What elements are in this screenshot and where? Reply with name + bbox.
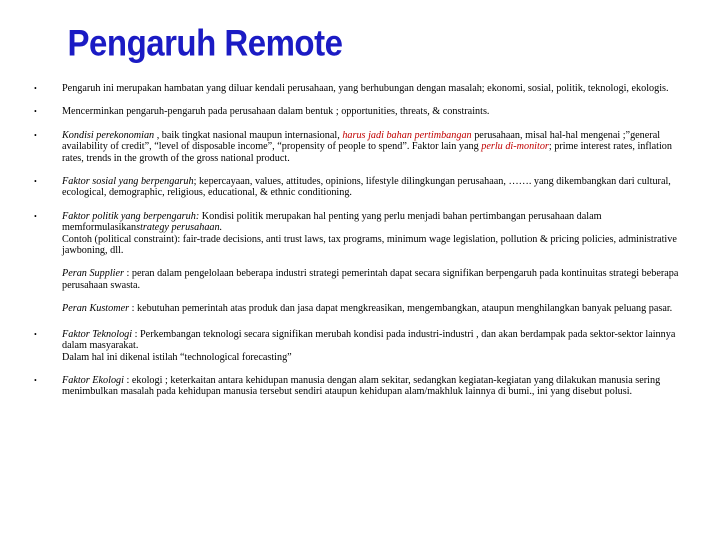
item-text: Dalam hal ini dikenal istilah “technological forecasting” xyxy=(62,351,292,363)
item-text: Pengaruh ini merupakan hambatan yang diluar kendali perusahaan, yang berhubungan dengan masalah; ekonomi, sosial, politik, teknologi, ekologis. xyxy=(62,83,669,94)
bullet-icon: • xyxy=(34,211,37,221)
sub-text: : kebutuhan pemerintah atas produk dan jasa dapat mengkreasikan, mengembangkan, ataupun menghilangkan banyak peluang pasar. xyxy=(129,303,673,315)
list-item xyxy=(34,106,684,117)
sub-lead: Peran Supplier xyxy=(62,268,124,280)
sub-lead: Peran Kustomer xyxy=(62,303,130,315)
list-item xyxy=(34,176,684,199)
item-lead: Faktor politik yang berpengaruh: xyxy=(62,210,200,222)
item-text: ; prime interest rates, inflation rates, trends in the growth of the gross national product. xyxy=(62,141,672,164)
list-item xyxy=(34,375,684,398)
item-emphasis: strategy perusahaan. xyxy=(136,222,223,234)
item-text: Kondisi politik merupakan hal penting yang perlu menjadi bahan pertimbangan perusahaan dalam memformulasikan xyxy=(62,210,602,234)
item-emphasis: harus jadi bahan pertimbangan xyxy=(342,129,472,141)
item-lead: Faktor Teknologi xyxy=(62,328,133,340)
item-text: perusahaan, misal hal-hal mengenai ;”general availability of credit”, “level of disposable income”, “propensity of people to spend”. Faktor lain yang xyxy=(62,129,661,153)
item-text: Contoh (political constraint): fair-trade decisions, anti trust laws, tax programs, minimum wage legislation, pollution & pricing policies, administrative jawboning, dll. xyxy=(62,233,677,257)
sub-text: : peran dalam pengelolaan beberapa industri strategi pemerintah dapat secara signifikan berpengaruh pada kontinuitas strategi beberapa perusahaan swasta. xyxy=(62,268,679,291)
sub-paragraph xyxy=(34,268,684,291)
list-item xyxy=(34,130,684,164)
item-lead: Faktor Ekologi xyxy=(62,374,124,386)
item-lead: Kondisi perekonomian xyxy=(62,129,155,141)
item-text: : ekologi ; keterkaitan antara kehidupan manusia dengan alam sekitar, sedangkan kegiatan-kegiatan yang dilakukan manusia sering menimbulkan masalah pada kehidupan manusia tersebut sendiri ataupun kehidupan alam/makhluk lainnya di bumi., ini yang disebut polusi. xyxy=(62,374,661,398)
content-body xyxy=(34,83,684,410)
page-title: Pengaruh Remote xyxy=(67,22,343,64)
item-emphasis: perlu di-monitor xyxy=(481,141,549,153)
list-item xyxy=(34,83,684,94)
bullet-icon: • xyxy=(34,329,37,339)
sub-paragraph xyxy=(34,303,684,314)
bullet-icon: • xyxy=(34,130,37,140)
bullet-icon: • xyxy=(34,375,37,385)
bullet-icon: • xyxy=(34,84,37,93)
item-text: ; kepercayaan, values, attitudes, opinions, lifestyle dilingkungan perusahaan, ……. yang dikembangkan dari cultural, ecological, demographic, religious, educational, & ethnic conditioning. xyxy=(62,176,671,199)
list-item xyxy=(34,329,684,363)
list-item xyxy=(34,211,684,257)
bullet-icon: • xyxy=(34,177,37,187)
bullet-icon: • xyxy=(34,107,37,117)
item-text: : Perkembangan teknologi secara signifikan merubah kondisi pada industri-industri , dan akan berdampak pada sektor-sektor lainnya dalam masyarakat. xyxy=(62,328,676,352)
item-lead: Faktor sosial yang berpengaruh xyxy=(62,176,194,188)
item-text: , baik tingkat nasional maupun internasional, xyxy=(154,129,343,141)
item-text: Mencerminkan pengaruh-pengaruh pada perusahaan dalam bentuk ; opportunities, threats, & constraints. xyxy=(62,106,490,118)
